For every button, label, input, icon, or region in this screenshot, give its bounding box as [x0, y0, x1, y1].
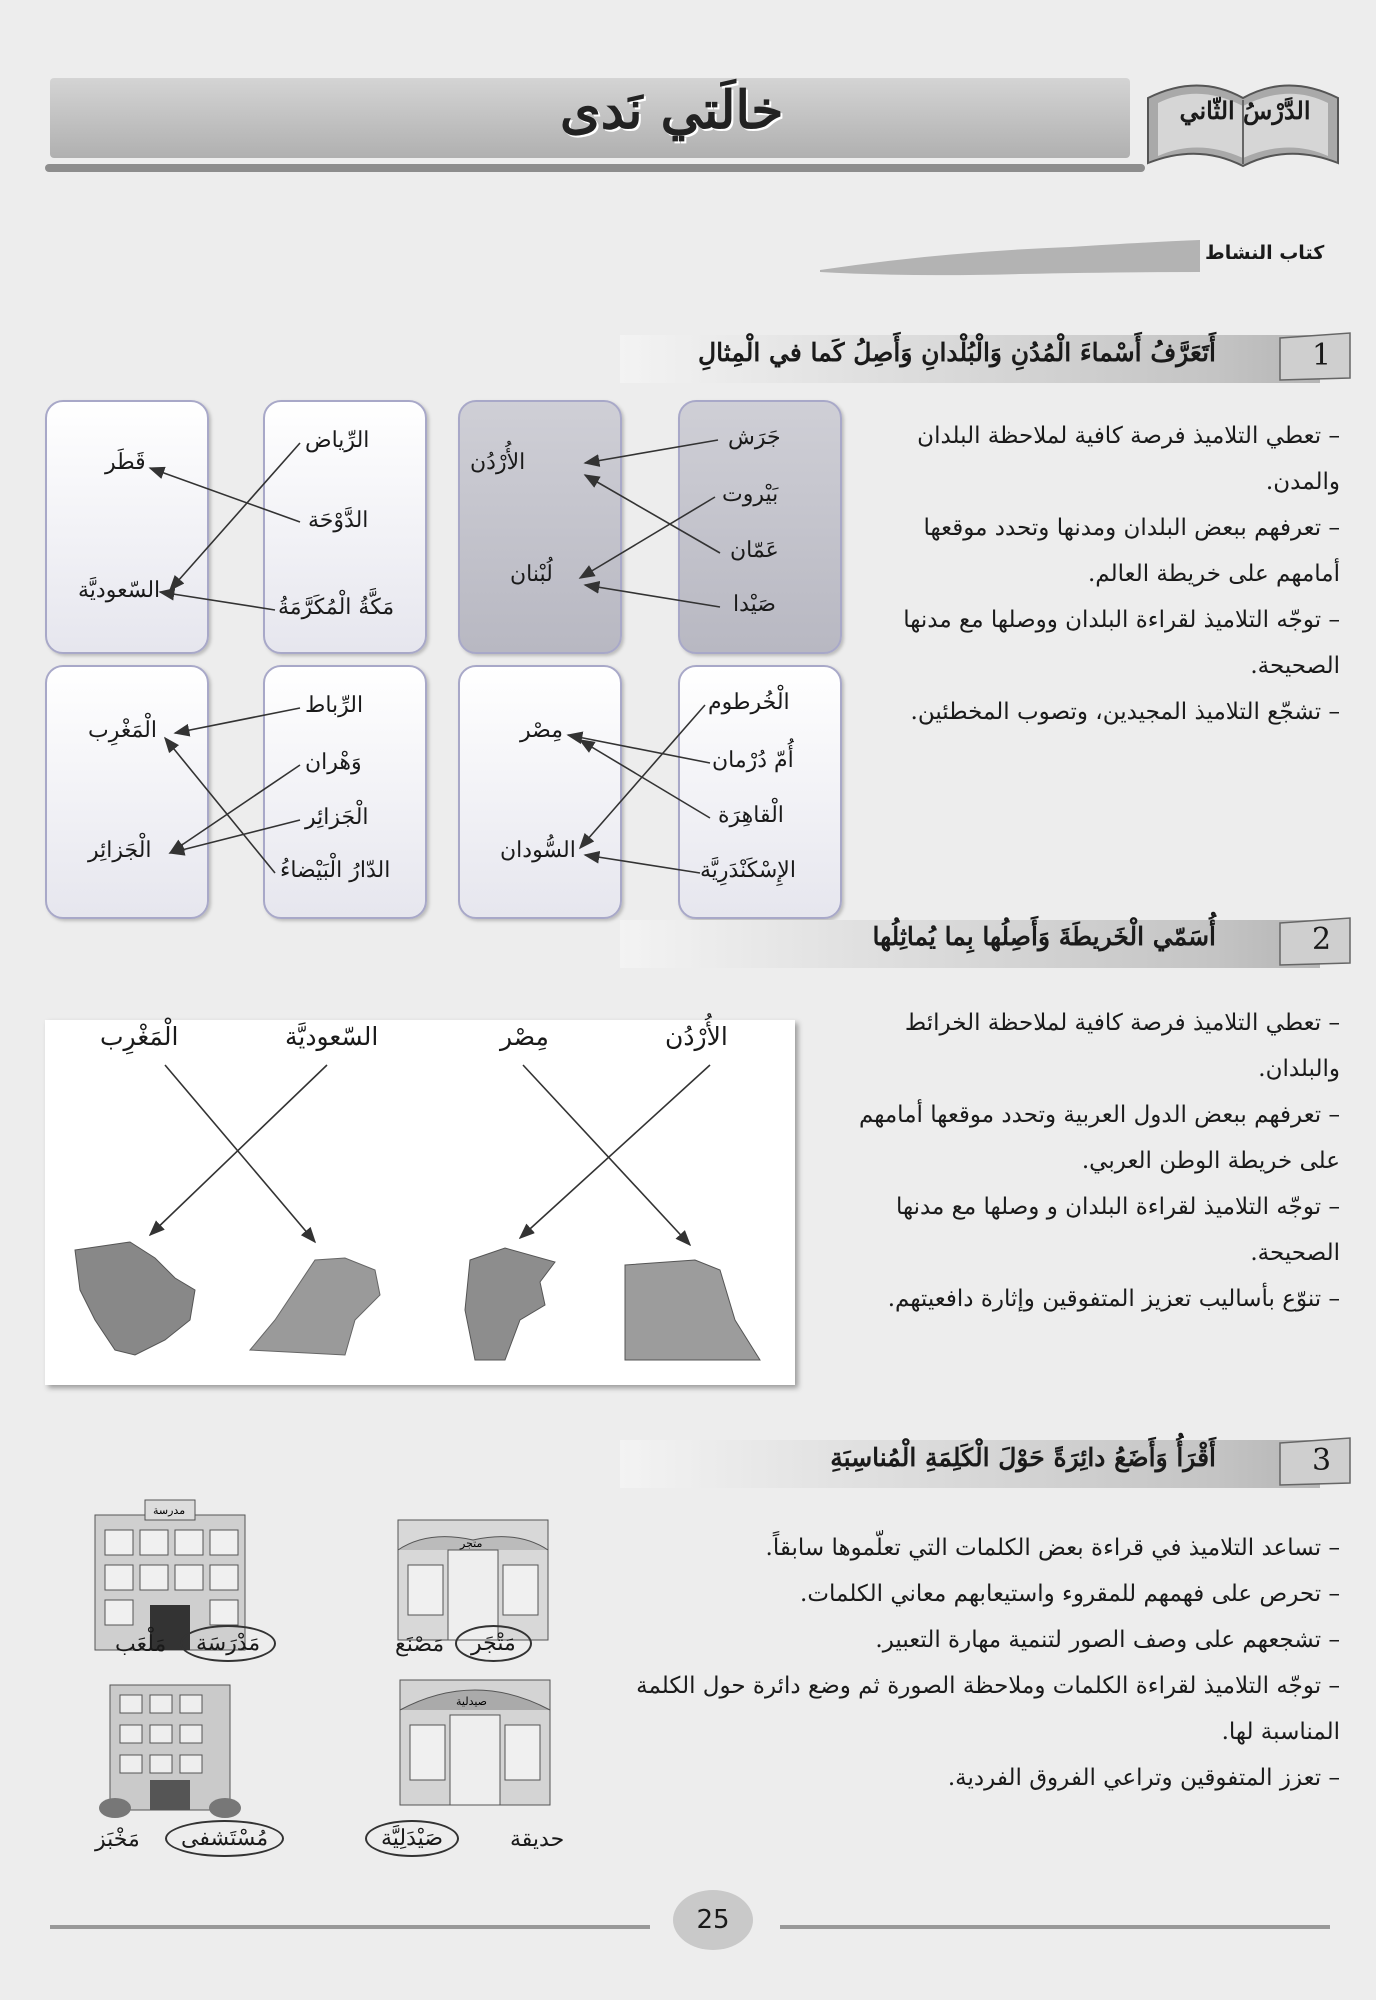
circled-word: مُسْتَشفى — [165, 1820, 284, 1857]
section-3-title: أَقْرَأُ وَأَضَعُ دائِرَةً حَوْلَ الْكَلِمَةِ الْمُناسِبَةِ — [830, 1443, 1216, 1472]
note: – تعطي التلاميذ فرصة كافية لملاحظة البلدان والمدن. — [917, 423, 1340, 495]
city-word: وَهْران — [305, 750, 362, 775]
note: – تشجّع التلاميذ المجيدين، وتصوب المخطئين. — [910, 699, 1340, 725]
pharmacy-building-icon — [390, 1670, 560, 1810]
note: – تشجعهم على وصف الصور لتنمية مهارة التعبير. — [875, 1627, 1340, 1653]
country-word: السُّودان — [500, 838, 576, 863]
city-word: الرِّباط — [305, 693, 364, 718]
note: – توجّه التلاميذ لقراءة البلدان و وصلها مع مدنها الصحيحة. — [895, 1194, 1340, 1266]
word-option: مَخْبَز — [95, 1827, 140, 1852]
footer-line — [780, 1925, 1330, 1929]
section-1-number: 1 — [1312, 338, 1332, 373]
footer-line — [50, 1925, 650, 1929]
city-word: أُمّ دُرْمان — [712, 748, 794, 773]
section-1-title: أَتَعَرَّفُ أَسْماءَ الْمُدُنِ وَالْبُلْدانِ وَأَصِلُ كَما في الْمِثالِ — [698, 338, 1216, 367]
country-word: الْمَغْرِب — [88, 718, 157, 743]
note: – توجّه التلاميذ لقراءة البلدان ووصلها مع مدنها الصحيحة. — [903, 607, 1340, 679]
jordan-map-icon — [465, 1248, 555, 1360]
note: – تعزز المتفوقين وتراعي الفروق الفردية. — [947, 1765, 1340, 1791]
city-word: الرِّياض — [305, 428, 370, 453]
country-word: السّعوديَّة — [78, 578, 161, 603]
hospital-building-icon — [95, 1680, 245, 1820]
city-word: الْقاهِرَة — [718, 803, 784, 828]
section-3-number: 3 — [1312, 1443, 1332, 1478]
city-word: عَمّان — [730, 538, 779, 563]
shop-sign: متجر — [460, 1537, 483, 1550]
section-2-notes — [830, 1000, 1340, 1322]
word-option: مَصْنَع — [395, 1632, 445, 1657]
city-word: الدّارُ الْبَيْضاءُ — [280, 858, 391, 883]
section-3-notes — [620, 1525, 1340, 1801]
brush-stroke-decoration — [820, 232, 1200, 282]
lesson-label: الدَّرْسُ الثّاني — [1179, 96, 1311, 125]
countries-box-saudi-qatar — [45, 400, 209, 654]
map-country-label: السّعوديَّة — [285, 1022, 379, 1051]
country-word: الْجَزائِر — [88, 838, 152, 863]
circled-word: مَتْجَر — [455, 1625, 532, 1662]
section-1-notes — [870, 413, 1340, 735]
activity-book-label: كتاب النشاط — [1205, 242, 1325, 264]
note: – توجّه التلاميذ لقراءة الكلمات وملاحظة الصورة ثم وضع دائرة حول الكلمة المناسبة لها. — [636, 1673, 1340, 1745]
country-word: مِصْر — [520, 718, 564, 743]
country-word: قَطَر — [105, 450, 146, 475]
city-word: الْجَزائِر — [305, 805, 369, 830]
city-word: مَكَّةُ الْمُكَرَّمَةُ — [278, 595, 395, 620]
city-word: الدَّوْحَة — [308, 508, 369, 533]
note: – تعطي التلاميذ فرصة كافية لملاحظة الخرائط والبلدان. — [904, 1010, 1340, 1082]
page-title: خالَتي نَدى — [560, 80, 784, 141]
countries-box-egypt-sudan — [458, 665, 622, 919]
city-word: الْخُرطوم — [708, 690, 790, 715]
school-sign: مدرسة — [153, 1504, 186, 1517]
map-country-label: الْمَغْرِب — [100, 1022, 179, 1051]
word-option: حديقة — [510, 1827, 565, 1852]
note: – تعرفهم ببعض البلدان ومدنها وتحدد موقعها أمامهم على خريطة العالم. — [923, 515, 1340, 587]
egypt-map-icon — [625, 1260, 760, 1360]
note: – تعرفهم ببعض الدول العربية وتحدد موقعها أمامهم على خريطة الوطن العربي. — [858, 1102, 1340, 1174]
countries-box-morocco-algeria — [45, 665, 209, 919]
country-word: الأُرْدُن — [470, 450, 526, 475]
note: – تنوّع بأساليب تعزيز المتفوقين وإثارة دافعيتهم. — [887, 1286, 1340, 1312]
section-2-title: أُسَمّي الْخَريطَةَ وَأَصِلُها بِما يُماثِلُها — [872, 922, 1216, 951]
circled-word: صَيْدَلِيَّة — [365, 1820, 459, 1857]
saudi-map-icon — [75, 1242, 195, 1355]
circled-word: مَدْرَسَة — [180, 1625, 276, 1662]
pharmacy-sign: صيدلية — [456, 1695, 488, 1708]
map-country-label: الأُرْدُن — [665, 1022, 728, 1051]
word-option: مَلْعَب — [115, 1632, 167, 1657]
note: – تساعد التلاميذ في قراءة بعض الكلمات التي تعلّموها سابقاً. — [765, 1535, 1340, 1561]
city-word: جَرَش — [728, 425, 781, 450]
city-word: صَيْدا — [733, 592, 776, 617]
title-underline — [45, 164, 1145, 172]
country-maps — [45, 1020, 795, 1385]
map-country-label: مِصْر — [500, 1022, 549, 1051]
note: – تحرص على فهمهم للمقروء واستيعابهم معاني الكلمات. — [800, 1581, 1340, 1607]
page-number: 25 — [673, 1890, 753, 1950]
city-word: الإِسْكَنْدَرِيَّة — [700, 858, 796, 883]
country-word: لُبْنان — [510, 562, 553, 587]
countries-box-jordan-lebanon — [458, 400, 622, 654]
section-2-number: 2 — [1312, 922, 1332, 957]
morocco-map-icon — [250, 1258, 380, 1355]
city-word: بَيْروت — [722, 482, 779, 507]
